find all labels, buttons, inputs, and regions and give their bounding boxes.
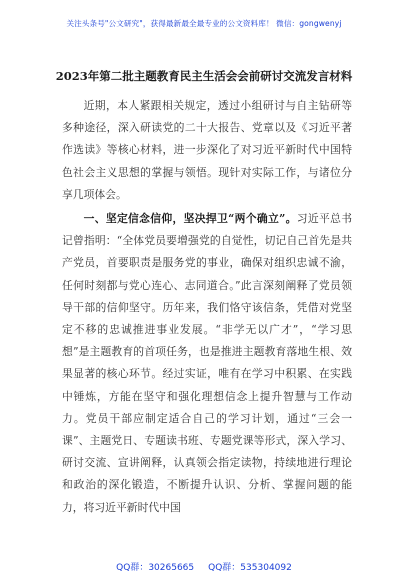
section-1-paragraph (62, 208, 352, 519)
footer-qq-group-2: QQ群：535304092 (208, 563, 292, 573)
section-1-text: 习近平总书记曾指明：“全体党员要增强党的自觉性，切记自己首先是共产党员，首要职责是服务党的事业，确保对组织忠诚不渝，任何时刻都与党心连心、志同道合。”此言深刻阐释了党员领导干部的信仰坚守。历年来，我们恪守该信条，凭借对党坚定不移的忠诚推进事业发展。“非学无以广才”，“学习思想”是主题教育的首项任务，也是推进主题教育落地生根、效果显著的核心环节。经过实证，唯有在学习中积累、在实践中锤炼，方能在坚守和强化理想信念上提升智慧与工作动力。党员干部应制定适合自己的学习计划，通过“三会一课”、主题党日、专题读书班、专题党课等形式，深入学习、研讨交流、宣讲阐释，认真领会指定读物，持续地进行理论和政治的深化锻造，不断提升认识、分析、掌握问题的能力，将习近平新时代中国 (62, 212, 353, 514)
document-title: 2023年第二批主题教育民主生活会会前研讨交流发言材料 (55, 69, 353, 83)
footer-qq-group-1: QQ群：30265665 (116, 563, 195, 573)
section-1-heading: 一、坚定信念信仰，坚决捍卫“两个确立”。 (83, 212, 297, 226)
intro-paragraph: 近期，本人紧跟相关规定，透过小组研讨与自主钻研等多种途径，深入研读党的二十大报告、党章以及《习近平著作选读》等核心材料，进一步深化了对习近平新时代中国特色社会主义思想的掌握与领悟。现针对实际工作，与诸位分享几项体会。 (62, 99, 352, 201)
document-body (62, 95, 352, 519)
promo-header: 关注头条号"公文研究"，获得最新最全最专业的公文资料库！ 微信：gongwenyj (66, 19, 342, 28)
footer-contact (0, 560, 408, 573)
